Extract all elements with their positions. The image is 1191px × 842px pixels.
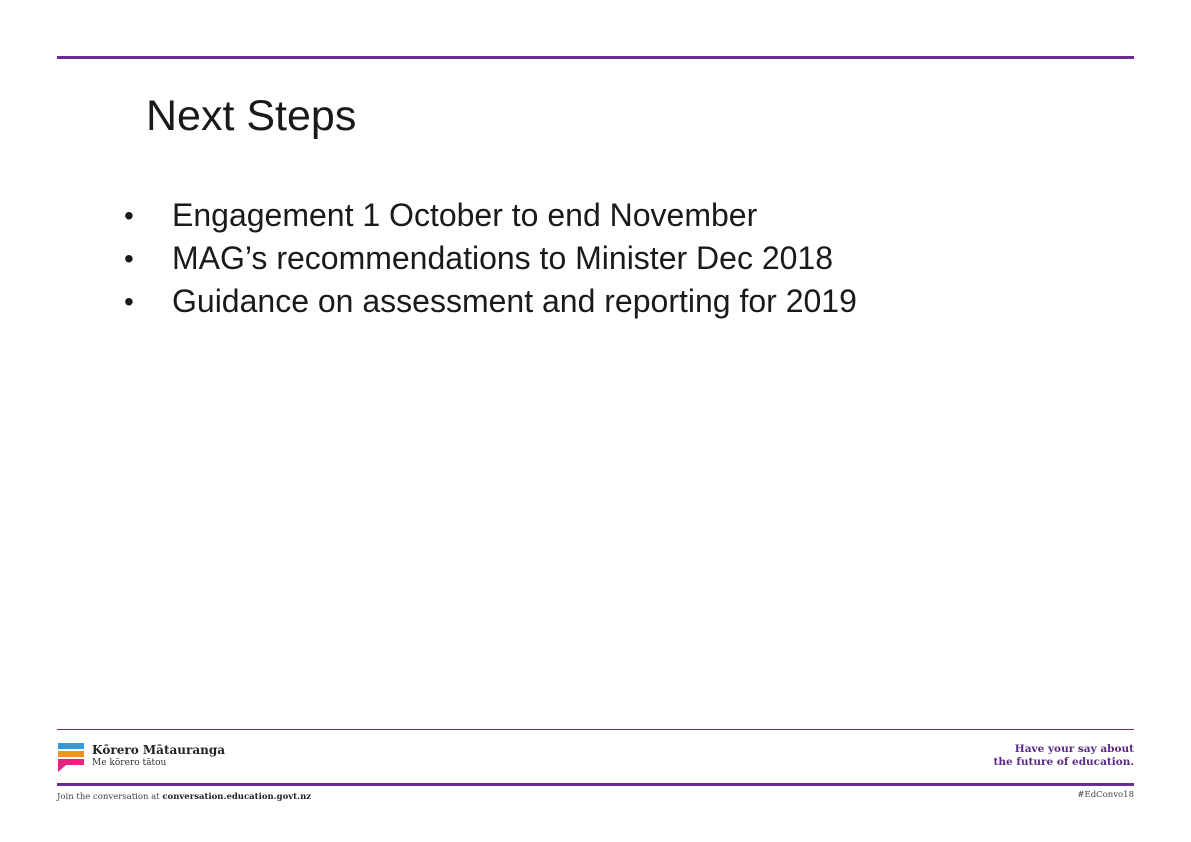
join-prefix: Join the conversation at xyxy=(57,792,160,802)
conversation-link[interactable]: conversation.education.govt.nz xyxy=(162,792,312,802)
bullet-item xyxy=(124,280,857,323)
bullet-text: MAG’s recommendations to Minister Dec 2018 xyxy=(172,240,834,276)
bullet-glyph: • xyxy=(124,200,134,231)
slide-title: Next Steps xyxy=(146,92,357,140)
speech-bubble-logo-icon xyxy=(58,743,84,773)
bullet-glyph: • xyxy=(124,243,134,274)
join-conversation-text xyxy=(57,792,311,802)
tagline-line-1: Have your say about xyxy=(1014,743,1134,755)
tagline-line-2: the future of education. xyxy=(993,756,1134,768)
bullet-text: Engagement 1 October to end November xyxy=(172,197,758,233)
bullet-glyph: • xyxy=(124,286,134,317)
footer-tagline xyxy=(994,743,1134,769)
bullet-list xyxy=(124,194,857,323)
logo-tail-icon xyxy=(58,743,84,773)
hashtag: #EdConvo18 xyxy=(1077,790,1134,800)
footer-divider-top xyxy=(57,729,1134,730)
footer-divider-bottom xyxy=(57,783,1134,786)
header-divider xyxy=(57,56,1134,59)
brand-subtitle: Me kōrero tātou xyxy=(92,758,167,768)
brand-name: Kōrero Mātauranga xyxy=(92,743,225,757)
bullet-item xyxy=(124,237,857,280)
bullet-text: Guidance on assessment and reporting for 2019 xyxy=(172,283,857,319)
bullet-item xyxy=(124,194,857,237)
